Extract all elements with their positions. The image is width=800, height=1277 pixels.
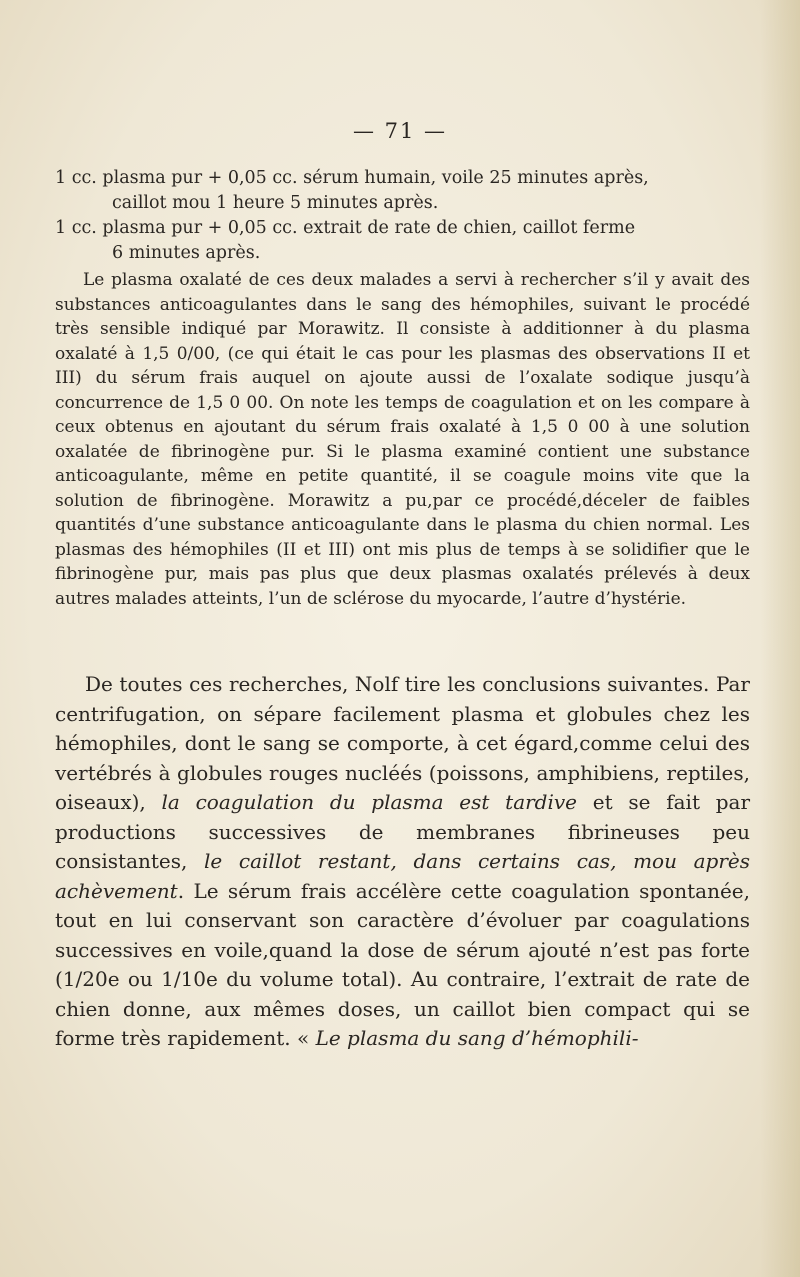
paragraph-2-text-3: . Le sérum frais accélère cette coagulation spontanée, tout en lui conservant son caractère d’évoluer par coagulations successives en voile,quand la dose de sérum ajouté n’est pas forte (1/20e ou 1/10e du volume total). Au contraire, l’extrait de rate de chien donne, aux mêmes doses, un caillot bien compact qui se forme très rapidement. « bbox=[55, 878, 750, 1050]
paragraph-1-text: Le plasma oxalaté de ces deux malades a servi à rechercher s’il y avait des substances anticoagulantes dans le sang des hémophiles, suivant le procédé très sensible indiqué par Morawitz. Il consiste à additionner à du plasma oxalaté à 1,5 0/00, (ce qui était le cas pour les plasmas des observations II et III) du sérum frais auquel on ajoute aussi de l’oxalate sodique jusqu’à concurrence de 1,5 0 00. On note les temps de coagulation et on les compare à ceux obtenus en ajoutant du sérum frais oxalaté à 1,5 0 00 à une solution oxalatée de fibrinogène pur. Si le plasma examiné contient une substance anticoagulante, même en petite quantité, il se coagule moins vite que la solution de fibrinogène. Morawitz a pu,par ce procédé,déceler de faibles quantités d’une substance anticoagulante dans le plasma du chien normal. Les plasmas des hémophiles (II et III) ont mis plus de temps à se solidifier que le fibrinogène pur, mais pas plus que deux plasmas oxalatés prélevés à deux autres malades atteints, l’un de sclérose du myocarde, l’autre d’hystérie. bbox=[55, 270, 750, 609]
paragraph-2-text-1: De toutes ces recherches, Nolf tire les conclusions suivantes. Par centrifugation, on sépare facilement plasma et globules chez les hémophiles, dont le sang se comporte, à cet égard,comme celui des vertébrés à globules rouges nucléés (poissons, amphibiens, reptiles, oiseaux), bbox=[55, 672, 750, 814]
recipe-2-main: 1 cc. plasma pur + 0,05 cc. extrait de rate de chien, caillot ferme bbox=[55, 218, 636, 238]
experiment-results bbox=[55, 166, 755, 266]
paragraph-morawitz-method bbox=[55, 268, 750, 611]
page-number: — 71 — bbox=[352, 119, 448, 143]
paragraph-2-text-2: et se fait par productions successives de membranes fibrineuses peu consistantes, bbox=[55, 790, 751, 873]
paragraph-nolf-conclusions bbox=[55, 670, 750, 1054]
paragraph-2-italic-3: Le plasma du sang d’hémophili- bbox=[315, 1026, 639, 1050]
paragraph-2-italic-2: le caillot restant, dans certains cas, mou après achèvement bbox=[55, 849, 750, 903]
recipe-1-main: 1 cc. plasma pur + 0,05 cc. sérum humain, voile 25 minutes après, bbox=[55, 168, 649, 188]
paragraph-2-italic-1: la coagulation du plasma est tardive bbox=[161, 790, 578, 814]
recipe-2-sub: 6 minutes après. bbox=[112, 243, 261, 263]
recipe-1-sub: caillot mou 1 heure 5 minutes après. bbox=[112, 193, 439, 213]
page-edge-shadow bbox=[760, 0, 800, 1277]
